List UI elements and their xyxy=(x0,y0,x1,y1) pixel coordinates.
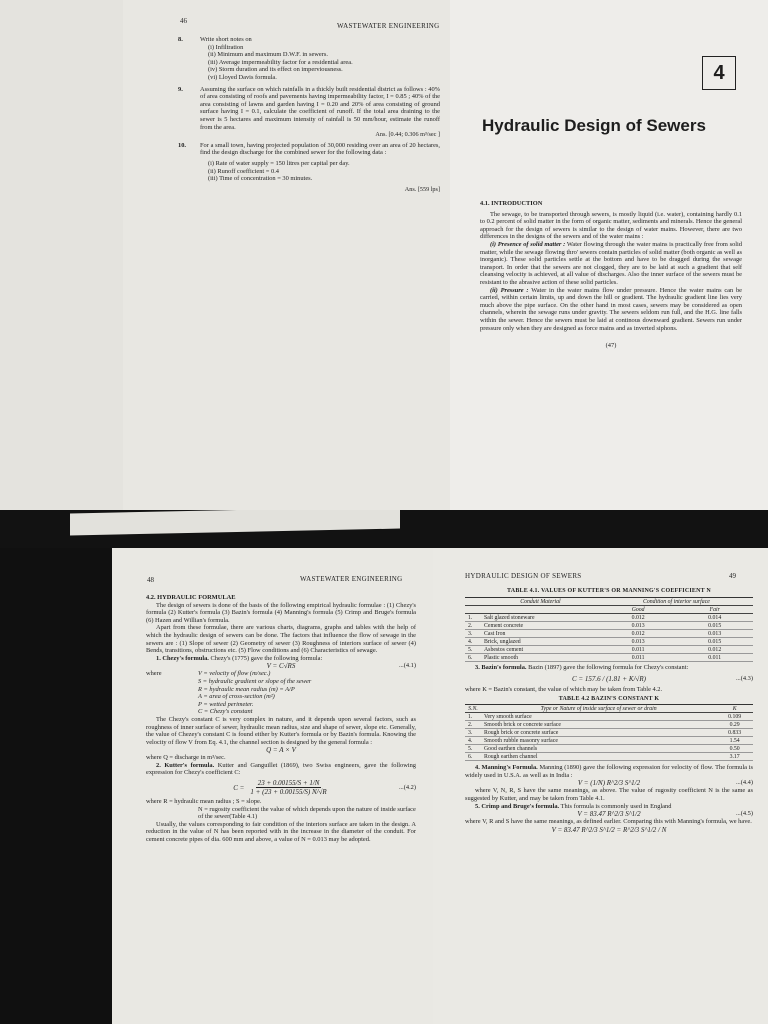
page-49-content xyxy=(465,588,753,834)
paragraph-formulae: The design of sewers is done of the basis of the following empirical hydraulic formulae : (1) Chezy's formula (2) Kutter's formula (3) Bazin's formula (4) Manning's formula (5) Crimp and Bruge's formula (6) Hazen and Willian's formula. xyxy=(146,601,416,624)
table-row xyxy=(465,630,753,638)
page-number: 46 xyxy=(180,17,187,25)
table-cell: 4. xyxy=(465,638,481,646)
table-row xyxy=(465,721,753,729)
equation-4-1: V = C√RS ...(4.1) xyxy=(266,662,416,671)
equation-4-4: V = (1/N) R^2/3 S^1/2 ...(4.4) xyxy=(577,779,753,788)
table-cell: Plastic smooth xyxy=(481,654,600,662)
table-cell: 6. xyxy=(465,654,481,662)
table-cell: 0.012 xyxy=(676,646,753,654)
table-4-1 xyxy=(465,597,753,662)
column-header: Good xyxy=(600,606,677,614)
question-10: 10. For a small town, having projected population of 30,000 residing over an area of 20 hectares, find the design discharge for the combined sewer for the following data : (i) Rate of water supply = 150 litres per capital per day. (ii) Runoff coefficient = 0.4 (iii) Time of concentration = 30 minutes. Ans. [559 lps] xyxy=(178,141,440,193)
table-cell: 0.50 xyxy=(716,745,753,753)
chezy-definitions: where V = velocity of flow (m/sec.) S = hydraulic gradient or slope of the sewer R = hydraulic mean radius (m) = A/P A = area of cross-section (m²) P = wetted perimeter. C = Chezy's constant xyxy=(146,670,312,716)
running-header: WASTEWATER ENGINEERING xyxy=(300,575,403,583)
table-cell: 1. xyxy=(465,713,481,721)
table-row xyxy=(465,713,753,721)
table-cell: Rough brick or concrete surface xyxy=(481,729,716,737)
running-header: HYDRAULIC DESIGN OF SEWERS xyxy=(465,572,582,580)
chezy-intro: 1. Chezy's formula. Chezy's (1775) gave the following formula: xyxy=(156,654,323,662)
table-cell: Cast Iron xyxy=(481,630,600,638)
table-row xyxy=(465,622,753,630)
table-cell: 0.011 xyxy=(600,654,677,662)
discharge-definition: where Q = discharge in m³/sec. xyxy=(146,754,226,762)
table-cell: 0.011 xyxy=(676,654,753,662)
kutter-intro: 2. Kutter's formula. Kutter and Ganguillet (1869), two Swiss engineers, gave the following expression for Chezy's coefficient C: xyxy=(146,761,417,777)
hydraulic-formulae-section xyxy=(146,594,416,844)
table-cell: 6. xyxy=(465,753,481,761)
table-cell: 1. xyxy=(465,614,481,622)
table-cell: 4. xyxy=(465,737,481,745)
table-cell: 0.833 xyxy=(716,729,753,737)
page-46 xyxy=(123,0,450,510)
table-cell: 5. xyxy=(465,745,481,753)
page-49 xyxy=(433,548,768,1024)
column-header: Type or Nature of inside surface of sewer or drain xyxy=(481,705,716,713)
table-cell: Salt glazed stoneware xyxy=(481,614,600,622)
page-number: 49 xyxy=(729,572,736,580)
column-header: Condition of interior surface xyxy=(600,598,753,606)
table-cell: Rough earthen channel xyxy=(481,753,716,761)
intro-paragraph: The sewage, to be transported through sewers, is mostly liquid (i.e. water), containing hardly 0.1 to 0.2 percent of solid matter in the form of organic matter, sediments and minerals. Hence the general approach for the design of sewers is similar to the design of water mains. However, there are two differences in the designs of the sewers and of the water mains : xyxy=(480,210,742,241)
question-8: 8. Write short notes on (i) Infiltration (ii) Minimum and maximum D.W.F. in sewers. (iii) Average impermeability factor for a residential area. (iv) Storm duration and its effect on imperviousness. (vi) Lloyed Davis formula. xyxy=(178,36,353,81)
table-cell: 3. xyxy=(465,630,481,638)
question-9: 9. Assuming the surface on which rainfalls in a thickly built residential district as follows : 40% of area consisting of roofs and pavements having impermeability factor, I = 0.85 ; 40% of the area consisting of lawns and garden having I = 0.20 and 20% of area consisting of ground surface having I = 0.1, calculate the coefficient of runoff. If the total area draining to the sewer is 5 hectares and maximum intensity of rainfall is 50 mm/hour, estimate the runoff from the area. Ans. [0.44; 0.306 m³/sec ] xyxy=(178,85,440,139)
table-cell: Brick, unglazed xyxy=(481,638,600,646)
manning-intro: 4. Manning's Formula. Manning (1890) gave the following expression for velocity of flow. The formula is widely used in U.S.A. as well as in India : xyxy=(465,764,753,779)
kutter-definitions: where R = hydraulic mean radius ; S = slope. N = rugosity coefficient the value of which depends upon the nature of inside surface of the sewer(Table 4.1) xyxy=(146,798,416,821)
folio: (47) xyxy=(605,342,617,350)
table-cell: Asbestos cement xyxy=(481,646,600,654)
table-cell: Very smooth surface xyxy=(481,713,716,721)
table-cell: 3. xyxy=(465,729,481,737)
chapter-title: Hydraulic Design of Sewers xyxy=(482,116,706,135)
table-row xyxy=(465,654,753,662)
equation-comparison: V = 83.47 R^2/3 S^1/2 = R^2/3 S^1/2 / N xyxy=(551,825,667,834)
table-cell: 0.012 xyxy=(600,614,677,622)
table-cell: 0.013 xyxy=(600,622,677,630)
scanner-margin-top xyxy=(0,0,123,510)
column-header: Conduit Material xyxy=(481,598,600,606)
table-row xyxy=(465,737,753,745)
crimp-definition: where V, R and S have the same meanings, as defined earlier. Comparing this with Manning's formula, we have. xyxy=(465,818,752,826)
bazin-intro: 3. Bazin's formula. Bazin (1897) gave the following formula for Chezy's constant: xyxy=(475,664,689,671)
table-cell: 5. xyxy=(465,646,481,654)
column-header: Fair xyxy=(676,606,753,614)
table-row xyxy=(465,646,753,654)
chezy-constant-paragraph: The Chezy's constant C is very complex in nature, and it depends upon several factors, such as roughness of inner surface of sewer, hydraulic mean radius, size and shape of sewer, slope etc. Generally, the value of Chezey's constant C is found either by Kutter's formula or by Bazin's formula. Knowing the velocity of flow V from Eq. 4.1, the channel section is designed by the general formula : xyxy=(146,715,416,746)
table-cell: 1.54 xyxy=(716,737,753,745)
section-heading: 4.1. INTRODUCTION xyxy=(480,200,543,207)
table-cell: 0.015 xyxy=(676,638,753,646)
table-cell: 3.17 xyxy=(716,753,753,761)
bazin-definition: where K = Bazin's constant, the value of which may be taken from Table 4.2. xyxy=(465,685,663,693)
page-47 xyxy=(450,0,768,510)
column-header: S.N. xyxy=(465,705,481,713)
equation-4-2: C = $\frac{23 + 0.00155/S + 1/N}{1 + (23 + 0.00155/S) N/√R}$ ...(4.2) xyxy=(233,779,416,797)
table-row xyxy=(465,729,753,737)
pressure-paragraph: (ii) Pressure : Water in the water mains flow under pressure. Hence the water mains can be carried, within certain limits, up and down the hill or gradient. The hydraulic gradient line lies very much above the pipe surface. On the other hand in most cases, sewers may be considered as open channels, wherein the sewage runs under gravity. The sewers seldom run full, and the H.G. line falls within the sewer. Hence the sewers must be laid at continous downward gradient. Sewers run under pressure only when they are designed as force mains and as inverted siphons. xyxy=(480,286,742,332)
crimp-intro: 5. Crimp and Bruge's formula. This formula is commonly used in England xyxy=(475,802,672,810)
table-row xyxy=(465,614,753,622)
column-header: K xyxy=(716,705,753,713)
section-heading: 4.2. HYDRAULIC FORMULAE xyxy=(146,594,236,601)
table-4-2-caption: TABLE 4.2 BAZIN'S CONSTANT K xyxy=(558,696,660,703)
table-cell: 0.014 xyxy=(676,614,753,622)
solid-matter-paragraph: (i) Presence of solid matter : Water flowing through the water mains is practically free from solid matter, while the sewage flowing thro' sewers contain particles of solid matter (both organic as well as inorganic). These solid particles settle at the bottom and have to be dragged during the sewage transport. In order that the sewers are not clogged, they are to be laid at such a gradient that self cleansing velocity is achieved, at all value of discharges. Also the inner surface of the sewers must be resistant to the abrasive action of these solid particles. xyxy=(480,240,743,286)
page-48 xyxy=(112,548,433,1024)
table-cell: 0.013 xyxy=(600,638,677,646)
introduction-section xyxy=(480,200,742,350)
table-cell: Cement concrete xyxy=(481,622,600,630)
table-row xyxy=(465,745,753,753)
table-cell: 0.012 xyxy=(600,630,677,638)
fair-condition-paragraph: Usually, the values corresponding to fair condition of the interiors surface are taken in the design. A reduction in the value of N has been reported with in the increase in the diameter of the conduit. For cement concrete pipes of dia. 600 mm and above, a value of N = 0.013 may be adopted. xyxy=(146,820,416,844)
table-row xyxy=(465,638,753,646)
table-4-1-caption: TABLE 4.1. VALUES OF KUTTER'S OR MANNING'S COEFFICIENT N xyxy=(507,588,711,594)
equation-4-3: C = 157.6 / (1.81 + K/√R) ...(4.3) xyxy=(572,674,753,683)
table-cell: Good earthen channels xyxy=(481,745,716,753)
table-cell: 0.29 xyxy=(716,721,753,729)
table-cell: 0.013 xyxy=(676,630,753,638)
equation-discharge: Q = A × V xyxy=(266,746,296,755)
table-cell: 0.015 xyxy=(676,622,753,630)
exercise-block xyxy=(178,36,440,193)
table-cell: 2. xyxy=(465,622,481,630)
table-4-2 xyxy=(465,704,753,761)
table-row xyxy=(465,753,753,761)
equation-4-5: V = 83.47 R^2/3 S^1/2 ...(4.5) xyxy=(577,810,753,819)
table-cell: Smooth rubble masonry surface xyxy=(481,737,716,745)
paragraph-factors: Apart from these formulae, there are various charts, diagrams, graphs and tables with the help of which the hydraulic design of sewers can be done. The factors that influence the flow of sewage in the sewers are : (1) Slope of sewer (2) Geometry of sewer (3) Roughness of interiors surface of sewer (4) Bends, transitions, obstructions etc. (5) Flow conditions and (6) Characteristics of sewage. xyxy=(146,624,416,655)
table-cell: 0.109 xyxy=(716,713,753,721)
running-header: WASTEWATER ENGINEERING xyxy=(337,22,440,30)
table-cell: Smooth brick or concrete surface xyxy=(481,721,716,729)
scanner-margin-bottom xyxy=(0,548,112,1024)
table-cell: 0.011 xyxy=(600,646,677,654)
manning-definition: where V, N, R, S have the same meanings, as above. The value of rugosity coefficient N is the same as suggested by Kutter, and may be taken from Table 4.1. xyxy=(465,787,753,802)
chapter-number-box: 4 xyxy=(702,56,736,90)
page-number: 48 xyxy=(147,576,154,584)
table-cell: 2. xyxy=(465,721,481,729)
